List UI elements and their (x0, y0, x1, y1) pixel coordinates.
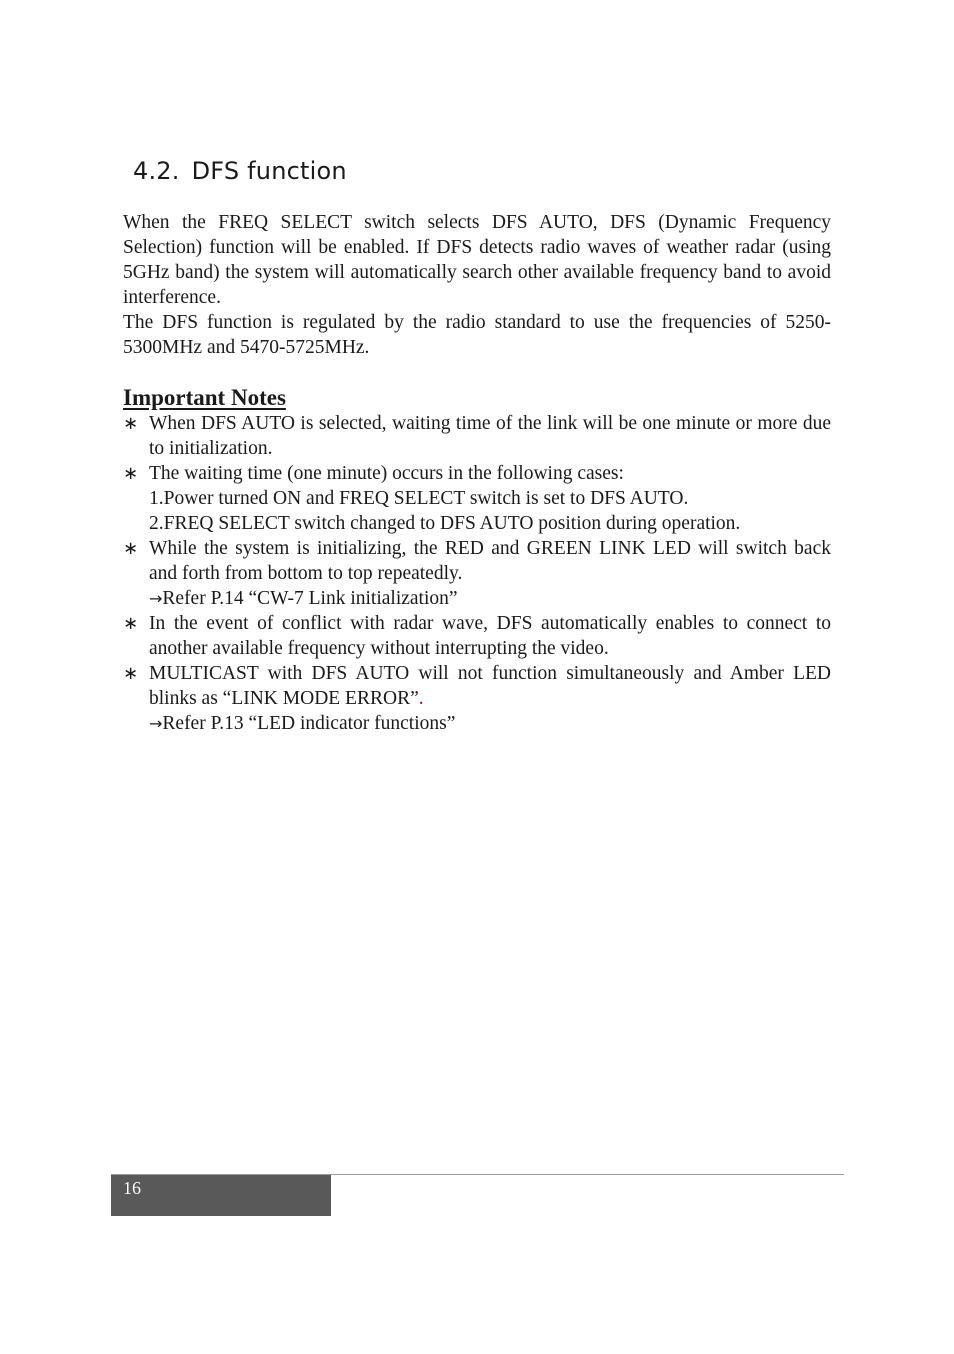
note-text: In the event of conflict with radar wave, DFS automatically enables to connect to another available frequency without interrupting the video. (149, 613, 831, 659)
reference-text: Refer P.13 “LED indicator functions” (162, 713, 456, 734)
section-heading (133, 157, 347, 185)
note-item (123, 536, 831, 611)
note-reference (149, 711, 831, 736)
note-subitem: 2.FREQ SELECT switch changed to DFS AUTO position during operation. (149, 513, 741, 534)
section-number: 4.2. (133, 157, 180, 185)
note-text: The waiting time (one minute) occurs in the following cases: (149, 463, 624, 484)
asterisk-bullet-icon: ∗ (123, 613, 139, 634)
page-content (123, 210, 831, 736)
asterisk-bullet-icon: ∗ (123, 663, 139, 684)
body-paragraph: The DFS function is regulated by the radio standard to use the frequencies of 5250-5300MHz and 5470-5725MHz. (123, 312, 831, 358)
footer-page-box (111, 1175, 331, 1216)
note-item (123, 661, 831, 736)
note-item (123, 461, 831, 536)
reference-text: Refer P.14 “CW-7 Link initialization” (162, 588, 458, 609)
asterisk-bullet-icon: ∗ (123, 463, 139, 484)
note-item (123, 411, 831, 461)
note-text: MULTICAST with DFS AUTO will not function simultaneously and Amber LED blinks as “LINK MODE ERROR” (149, 663, 831, 709)
asterisk-bullet-icon: ∗ (123, 538, 139, 559)
note-reference (149, 586, 831, 611)
section-title: DFS function (191, 157, 347, 185)
note-text: When DFS AUTO is selected, waiting time of the link will be one minute or more due to initialization. (149, 413, 831, 459)
asterisk-bullet-icon: ∗ (123, 413, 139, 434)
note-text-red-period: . (418, 688, 424, 709)
body-paragraph: When the FREQ SELECT switch selects DFS AUTO, DFS (Dynamic Frequency Selection) function will be enabled. If DFS detects radio waves of weather radar (using 5GHz band) the system will automatically search other available frequency band to avoid interference. (123, 212, 831, 308)
page-number: 16 (123, 1178, 141, 1198)
right-arrow-icon: → (149, 714, 163, 733)
note-subitem: 1.Power turned ON and FREQ SELECT switch is set to DFS AUTO. (149, 488, 689, 509)
important-notes-title: Important Notes (123, 385, 286, 410)
note-text: While the system is initializing, the RED and GREEN LINK LED will switch back and forth from bottom to top repeatedly. (149, 538, 831, 584)
right-arrow-icon: → (149, 589, 163, 608)
note-item (123, 611, 831, 661)
